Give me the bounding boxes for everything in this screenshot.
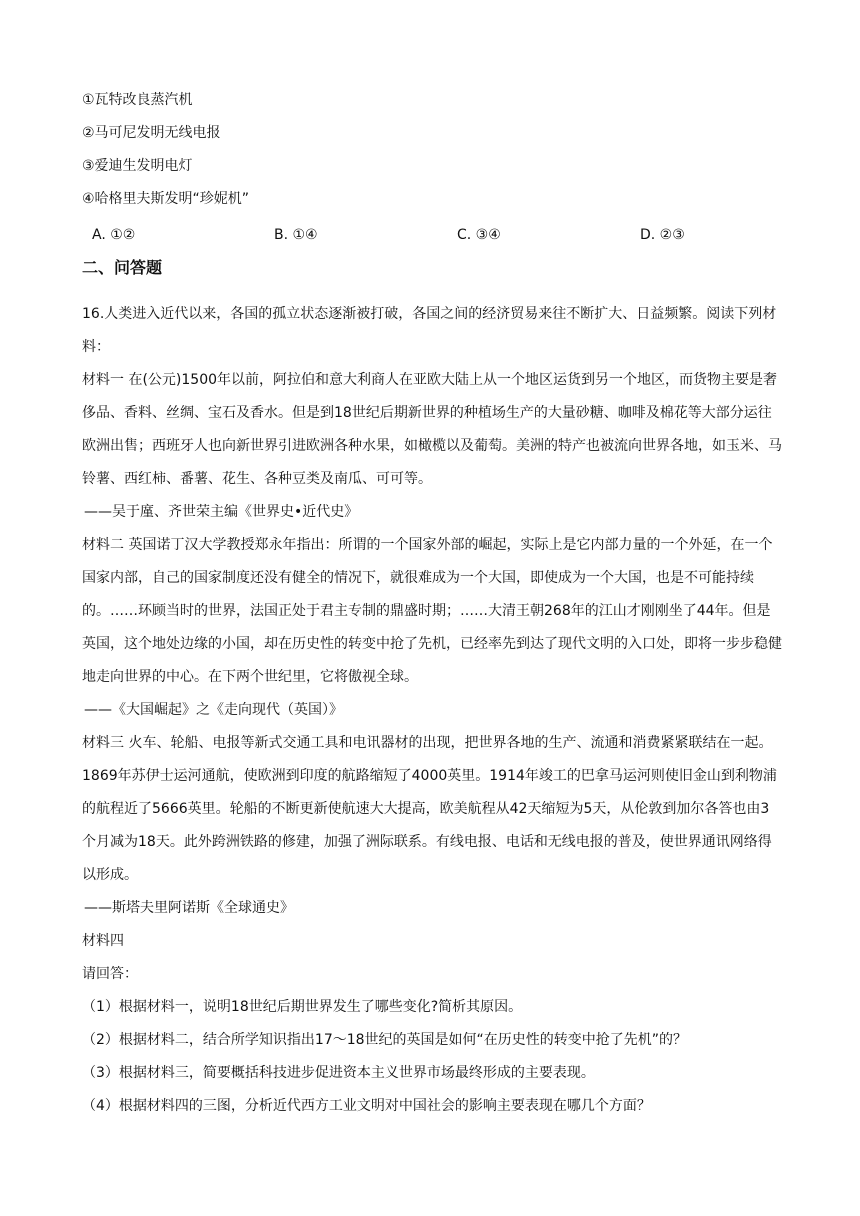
- material-3: 材料三 火车、轮船、电报等新式交通工具和电讯器材的出现，把世界各地的生产、流通和消费紧紧联结在一起。1869年苏伊士运河通航，使欧洲到印度的航路缩短了4000英里。1914年竣工的巴拿马运河则使旧金山到利物浦的航程近了5666英里。轮船的不断更新使航速大大提高，欧美航程从42天缩短为5天，从伦敦到加尔各答也由3个月减为18天。此外跨洲铁路的修建，加强了洲际联系。有线电报、电话和无线电报的普及，使世界通讯网络得以形成。: [82, 735, 777, 883]
- question-intro: 16.人类进入近代以来，各国的孤立状态逐渐被打破，各国之间的经济贸易来往不断扩大、日益频繁。阅读下列材料：: [82, 306, 777, 355]
- answer-prompt: 请回答：: [82, 966, 138, 982]
- sub-question-3: （3）根据材料三，简要概括科技进步促进资本主义世界市场最终形成的主要表现。: [82, 1065, 595, 1081]
- section-title: 二、问答题: [82, 258, 163, 277]
- material-3-source: ——斯塔夫里阿诺斯《全球通史》: [84, 900, 294, 916]
- material-4: 材料四: [82, 933, 124, 949]
- sub-question-1: （1）根据材料一，说明18世纪后期世界发生了哪些变化?简析其原因。: [82, 999, 523, 1015]
- material-2-source: ——《大国崛起》之《走向现代（英国）》: [84, 702, 343, 718]
- choice-item-3: ③爱迪生发明电灯: [82, 158, 193, 174]
- option-b: B. ①④: [274, 227, 318, 243]
- choice-item-2: ②马可尼发明无线电报: [82, 125, 221, 141]
- material-2: 材料二 英国诺丁汉大学教授郑永年指出：所谓的一个国家外部的崛起，实际上是它内部力量的一个外延，在一个国家内部，自己的国家制度还没有健全的情况下，就很难成为一个大国，即使成为一个大国，也是不可能持续的。……环顾当时的世界，法国正处于君主专制的鼎盛时期；……大清王朝268年的江山才刚刚坐了44年。但是英国，这个地处边缘的小国，却在历史性的转变中抢了先机，已经率先到达了现代文明的入口处，即将一步步稳健地走向世界的中心。在下两个世纪里，它将傲视全球。: [82, 537, 782, 685]
- option-c: C. ③④: [457, 227, 501, 243]
- sub-question-2: （2）根据材料二，结合所学知识指出17～18世纪的英国是如何“在历史性的转变中抢了先机”的？: [82, 1032, 688, 1048]
- question-16: [82, 298, 782, 1123]
- choice-item-4: ④哈格里夫斯发明“珍妮机”: [82, 191, 250, 207]
- option-a: A. ①②: [92, 227, 136, 243]
- choice-item-1: ①瓦特改良蒸汽机: [82, 92, 193, 108]
- sub-question-4: （4）根据材料四的三图，分析近代西方工业文明对中国社会的影响主要表现在哪几个方面？: [82, 1098, 651, 1114]
- material-1: 材料一 在(公元)1500年以前，阿拉伯和意大利商人在亚欧大陆上从一个地区运货到另一个地区，而货物主要是奢侈品、香料、丝绸、宝石及香水。但是到18世纪后期新世界的种植场生产的大量砂糖、咖啡及棉花等大部分运往欧洲出售；西班牙人也向新世界引进欧洲各种水果，如橄榄以及葡萄。美洲的特产也被流向世界各地，如玉米、马铃薯、西红柿、番薯、花生、各种豆类及南瓜、可可等。: [82, 372, 782, 487]
- option-d: D. ②③: [640, 227, 685, 243]
- material-1-source: ——吴于廑、齐世荣主编《世界史•近代史》: [84, 504, 359, 520]
